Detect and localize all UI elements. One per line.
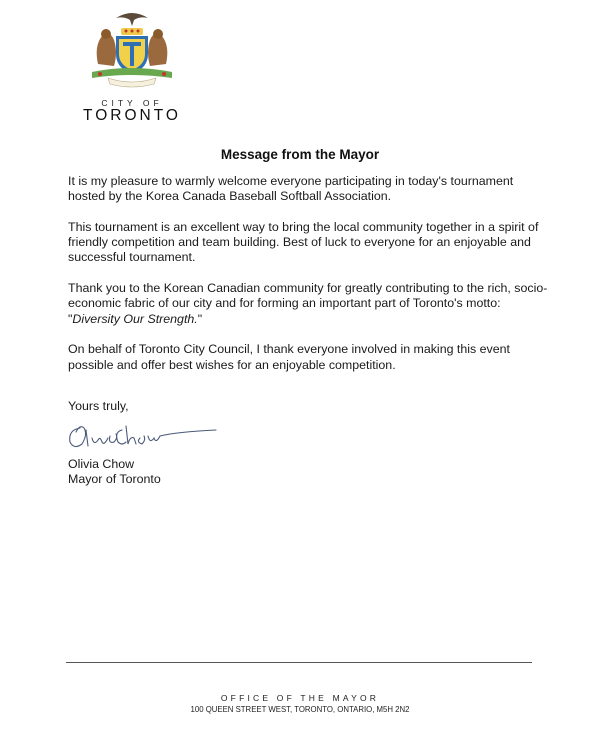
paragraph-council: On behalf of Toronto City Council, I thank everyone involved in making this event possible and offer best wishes for an enjoyable competition. — [68, 342, 510, 372]
signer-block — [68, 457, 161, 488]
signature-icon — [66, 420, 226, 454]
letter-title: Message from the Mayor — [220, 147, 380, 162]
footer-office: OFFICE OF THE MAYOR — [220, 693, 380, 703]
city-of-toronto-logo — [72, 4, 192, 122]
footer-address: 100 QUEEN STREET WEST, TORONTO, ONTARIO, M5H 2N2 — [190, 705, 410, 714]
paragraph-thanks-text: Thank you to the Korean Canadian community for greatly contributing to the rich, socio-economic fabric of our city and for forming an important part of Toronto's motto: " — [68, 281, 548, 326]
signer-name: Olivia Chow — [68, 457, 135, 471]
letter-body — [68, 174, 548, 388]
paragraph-tournament: This tournament is an excellent way to bring the local community together in a spirit of friendly competition and team building. Best of luck to everyone for an enjoyable and successful tournament. — [68, 219, 539, 265]
signer-title: Mayor of Toronto — [68, 472, 161, 487]
paragraph-welcome: It is my pleasure to warmly welcome everyone participating in today's tournament hosted by the Korea Canada Baseball Softball Association. — [68, 174, 514, 204]
footer-divider — [66, 662, 532, 663]
coat-of-arms-icon — [88, 6, 176, 90]
closing-text: Yours truly, — [68, 399, 129, 413]
motto-text: Diversity Our Strength. — [72, 311, 198, 326]
paragraph-thanks — [68, 281, 548, 327]
logo-toronto-text: TORONTO — [83, 107, 181, 124]
logo-city-of-text: CITY OF — [101, 98, 163, 108]
paragraph-thanks-end: " — [197, 311, 203, 326]
